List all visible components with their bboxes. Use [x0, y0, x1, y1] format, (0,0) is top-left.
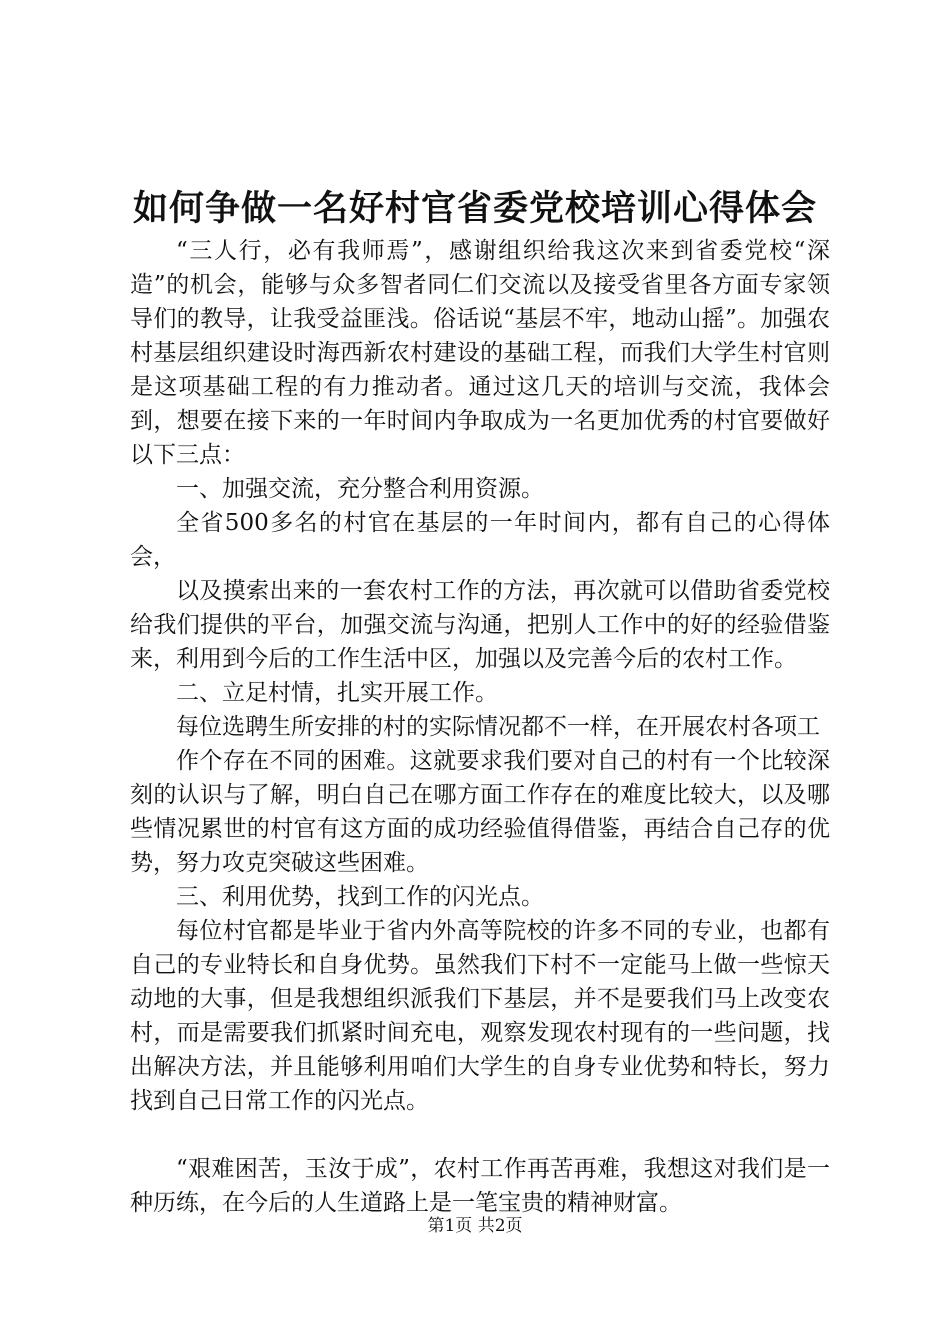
heading-point-three: 三、利用优势，找到工作的闪光点。 — [176, 884, 544, 910]
paragraph: 作个存在不同的困难。这就要求我们要对自己的村有一个比较深刻的认识与了解，明白自己在哪方面工作存在的难度比较大，以及哪些情况累世的村官有这方面的成功经验值得借鉴，再结合自己存的优势，努力攻克突破这些困难。 — [130, 748, 830, 876]
paragraph: 全省500多名的村官在基层的一年时间内，都有自己的心得体会， — [130, 510, 830, 570]
heading-point-two: 二、立足村情，扎实开展工作。 — [176, 680, 498, 706]
paragraph-conclusion: “艰难困苦，玉汝于成”，农村工作再苦再难，我想这对我们是一种历练，在今后的人生道路上是一笔宝贵的精神财富。 — [130, 1156, 830, 1216]
heading-point-one: 一、加强交流，充分整合利用资源。 — [176, 476, 544, 502]
document-body — [130, 234, 830, 1220]
page-number: 第1页 共2页 — [427, 1216, 523, 1236]
paragraph: 每位选聘生所安排的村的实际情况都不一样，在开展农村各项工 — [176, 714, 820, 740]
document-title: 如何争做一名好村官省委党校培训心得体会 — [132, 188, 817, 229]
paragraph: 每位村官都是毕业于省内外高等院校的许多不同的专业，也都有自己的专业特长和自身优势。虽然我们下村不一定能马上做一些惊天动地的大事，但是我想组织派我们下基层，并不是要我们马上改变农村，而是需要我们抓紧时间充电，观察发现农村现有的一些问题，找出解决方法，并且能够利用咱们大学生的自身专业优势和特长，努力找到自己日常工作的闪光点。 — [130, 918, 830, 1114]
paragraph: 以及摸索出来的一套农村工作的方法，再次就可以借助省委党校给我们提供的平台，加强交流与沟通，把别人工作中的好的经验借鉴来，利用到今后的工作生活中区，加强以及完善今后的农村工作。 — [130, 578, 830, 672]
paragraph-intro: “三人行，必有我师焉”，感谢组织给我这次来到省委党校“深造”的机会，能够与众多智者同仁们交流以及接受省里各方面专家领导们的教导，让我受益匪浅。俗话说“基层不牢，地动山摇”。加强农村基层组织建设时海西新农村建设的基础工程，而我们大学生村官则是这项基础工程的有力推动者。通过这几天的培训与交流，我体会到，想要在接下来的一年时间内争取成为一名更加优秀的村官要做好以下三点： — [130, 238, 830, 468]
